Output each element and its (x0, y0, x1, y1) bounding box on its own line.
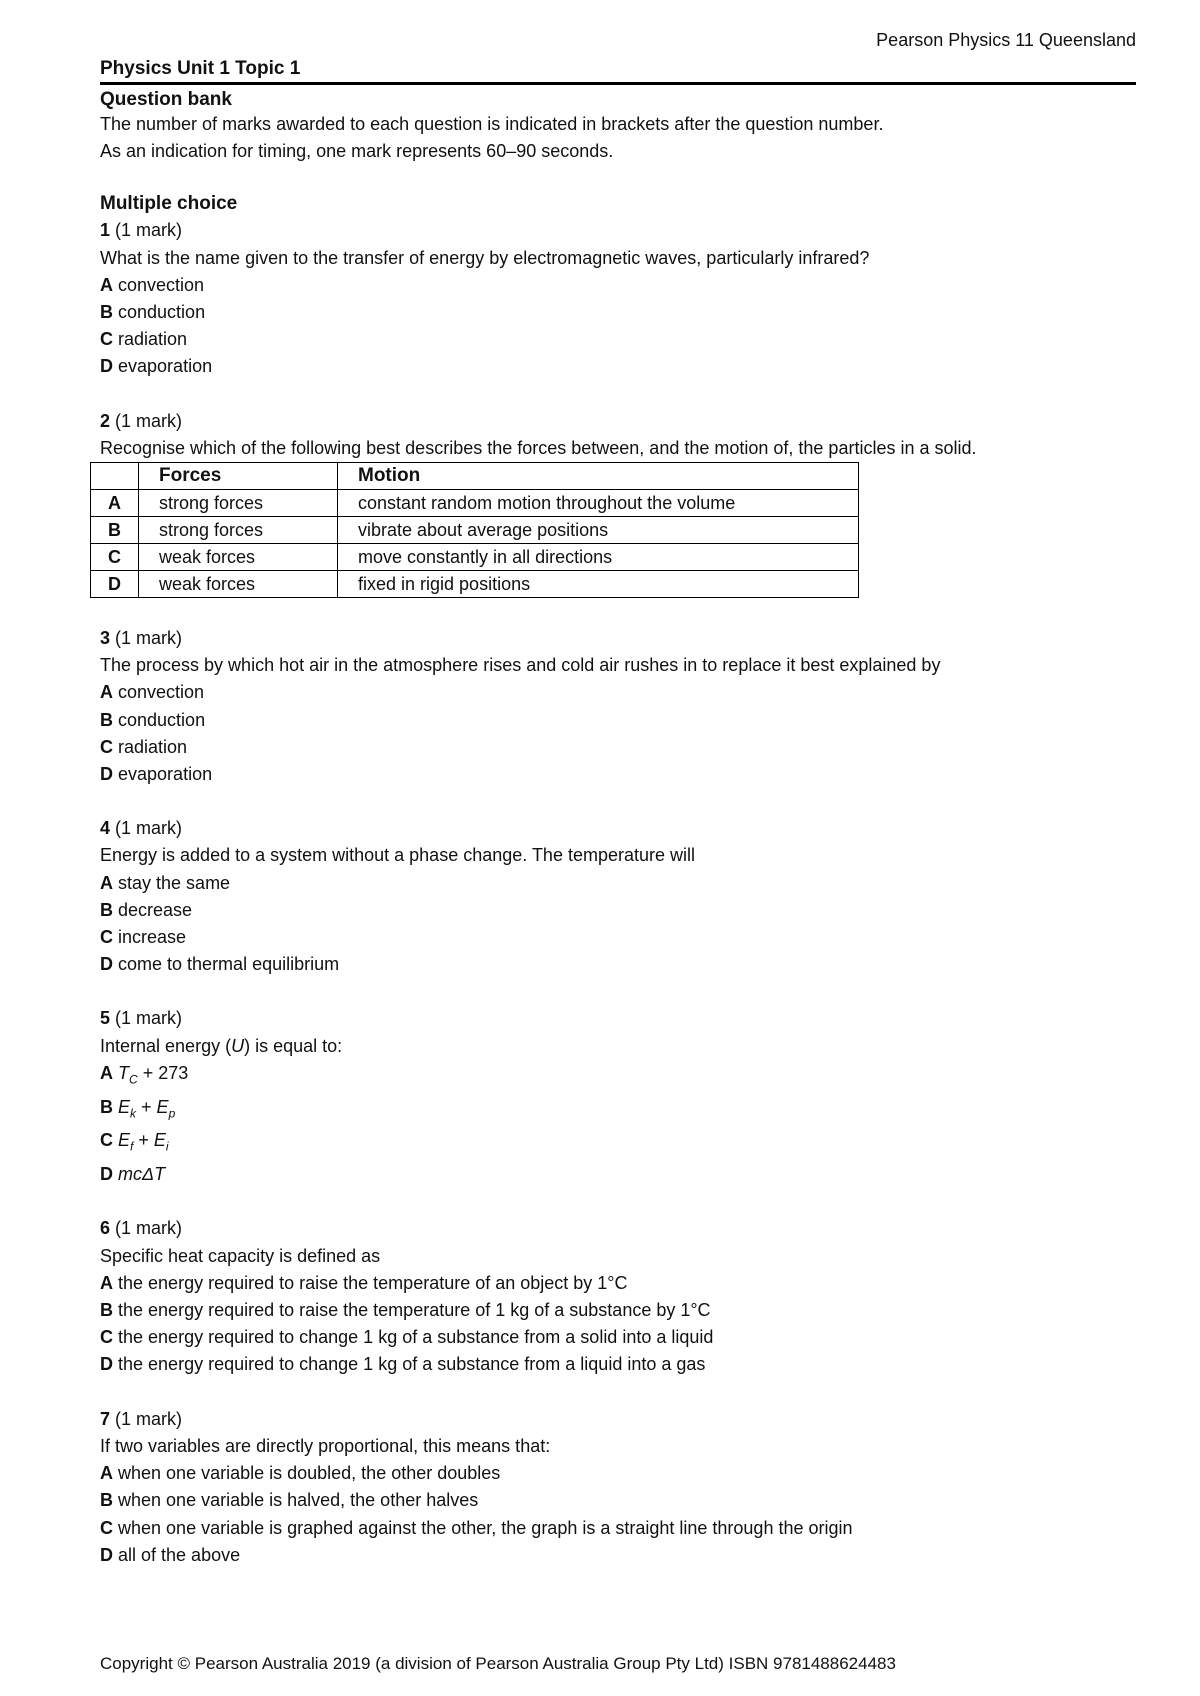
table-cell-motion: vibrate about average positions (338, 517, 859, 544)
option-d: D all of the above (100, 1544, 241, 1565)
option-b: B $E_k + E_p$ (100, 1096, 176, 1121)
unit-title: Physics Unit 1 Topic 1 (100, 58, 1136, 85)
section-title-multiple-choice: Multiple choice (100, 193, 238, 215)
question-marks: (1 mark) (115, 1408, 183, 1429)
question-number: 5 (100, 1008, 111, 1029)
question-marks: (1 mark) (115, 1218, 183, 1239)
option-d: D mcΔT (100, 1164, 166, 1185)
option-c: C when one variable is graphed against the other, the graph is a straight line through the origin (100, 1517, 853, 1538)
question-stem: Internal energy (U) is equal to: (100, 1035, 343, 1056)
question-marks: (1 mark) (115, 818, 183, 839)
option-b: B decrease (100, 899, 193, 920)
option-d: D the energy required to change 1 kg of a substance from a liquid into a gas (100, 1354, 706, 1375)
table-cell-key: A (91, 490, 139, 517)
table-cell-motion: move constantly in all directions (338, 544, 859, 571)
question-7 (100, 1406, 1136, 1569)
table-cell-forces: strong forces (139, 517, 338, 544)
question-number: 6 (100, 1218, 111, 1239)
question-header (100, 1406, 1136, 1433)
option-d: D evaporation (100, 356, 213, 377)
table-row (91, 544, 859, 571)
document-body (100, 28, 1136, 1569)
option-c: C radiation (100, 329, 188, 350)
question-4 (100, 815, 1136, 978)
option-a: A convection (100, 682, 205, 703)
question-number: 4 (100, 818, 111, 839)
question-marks: (1 mark) (115, 628, 183, 649)
option-b: B when one variable is halved, the other halves (100, 1490, 479, 1511)
copyright-footer: Copyright © Pearson Australia 2019 (a division of Pearson Australia Group Pty Ltd) ISBN 9781488624483 (100, 1654, 896, 1673)
intro-line-timing: As an indication for timing, one mark represents 60–90 seconds. (100, 141, 614, 162)
question-stem: Specific heat capacity is defined as (100, 1245, 381, 1266)
question-stem: What is the name given to the transfer of energy by electromagnetic waves, particularly infrared? (100, 247, 870, 268)
option-c: C $E_f + E_i$ (100, 1130, 169, 1155)
question-number: 2 (100, 410, 111, 431)
table-header-row (91, 463, 859, 490)
table-row (91, 571, 859, 598)
question-2 (100, 408, 1136, 598)
question-header (100, 408, 1136, 435)
table-cell-key: C (91, 544, 139, 571)
question-3 (100, 625, 1136, 788)
question-marks: (1 mark) (115, 1008, 183, 1029)
table-cell-key: D (91, 571, 139, 598)
option-c: C the energy required to change 1 kg of a substance from a solid into a liquid (100, 1327, 714, 1348)
option-d: D come to thermal equilibrium (100, 954, 340, 975)
question-header (100, 815, 1136, 842)
option-a: A stay the same (100, 872, 231, 893)
publication-title: Pearson Physics 11 Queensland (876, 30, 1136, 50)
option-a: A when one variable is doubled, the other doubles (100, 1463, 501, 1484)
table-cell-forces: strong forces (139, 490, 338, 517)
option-c: C radiation (100, 736, 188, 757)
question-5 (100, 1005, 1136, 1188)
table-cell-forces: weak forces (139, 544, 338, 571)
option-d: D evaporation (100, 764, 213, 785)
option-a: A convection (100, 274, 205, 295)
question-marks: (1 mark) (115, 410, 183, 431)
option-b: B the energy required to raise the temperature of 1 kg of a substance by 1°C (100, 1300, 711, 1321)
question-bank-title: Question bank (100, 89, 232, 110)
table-header-motion: Motion (338, 463, 859, 490)
forces-motion-table (90, 462, 859, 598)
question-header (100, 1215, 1136, 1242)
table-header-forces: Forces (139, 463, 338, 490)
option-b: B conduction (100, 709, 206, 730)
question-6 (100, 1215, 1136, 1378)
option-b: B conduction (100, 302, 206, 323)
question-header (100, 625, 1136, 652)
question-number: 7 (100, 1408, 111, 1429)
question-marks: (1 mark) (115, 220, 183, 241)
option-c: C increase (100, 927, 187, 948)
question-number: 3 (100, 628, 111, 649)
table-cell-motion: fixed in rigid positions (338, 571, 859, 598)
question-stem: Recognise which of the following best describes the forces between, and the motion of, the particles in a solid. (100, 437, 977, 458)
question-header (100, 1005, 1136, 1032)
question-stem: The process by which hot air in the atmosphere rises and cold air rushes in to replace it best explained by (100, 655, 941, 676)
table-row (91, 490, 859, 517)
intro-line-marks: The number of marks awarded to each question is indicated in brackets after the question number. (100, 114, 884, 134)
question-number: 1 (100, 220, 111, 241)
table-header-key (91, 463, 139, 490)
table-row (91, 517, 859, 544)
option-a: A the energy required to raise the temperature of an object by 1°C (100, 1272, 628, 1293)
option-a: A $T_C + 273$ (100, 1062, 189, 1087)
question-stem: If two variables are directly proportional, this means that: (100, 1435, 551, 1456)
table-cell-forces: weak forces (139, 571, 338, 598)
question-1 (100, 217, 1136, 380)
table-cell-key: B (91, 517, 139, 544)
question-header (100, 217, 1136, 244)
table-cell-motion: constant random motion throughout the volume (338, 490, 859, 517)
question-stem: Energy is added to a system without a phase change. The temperature will (100, 845, 696, 866)
